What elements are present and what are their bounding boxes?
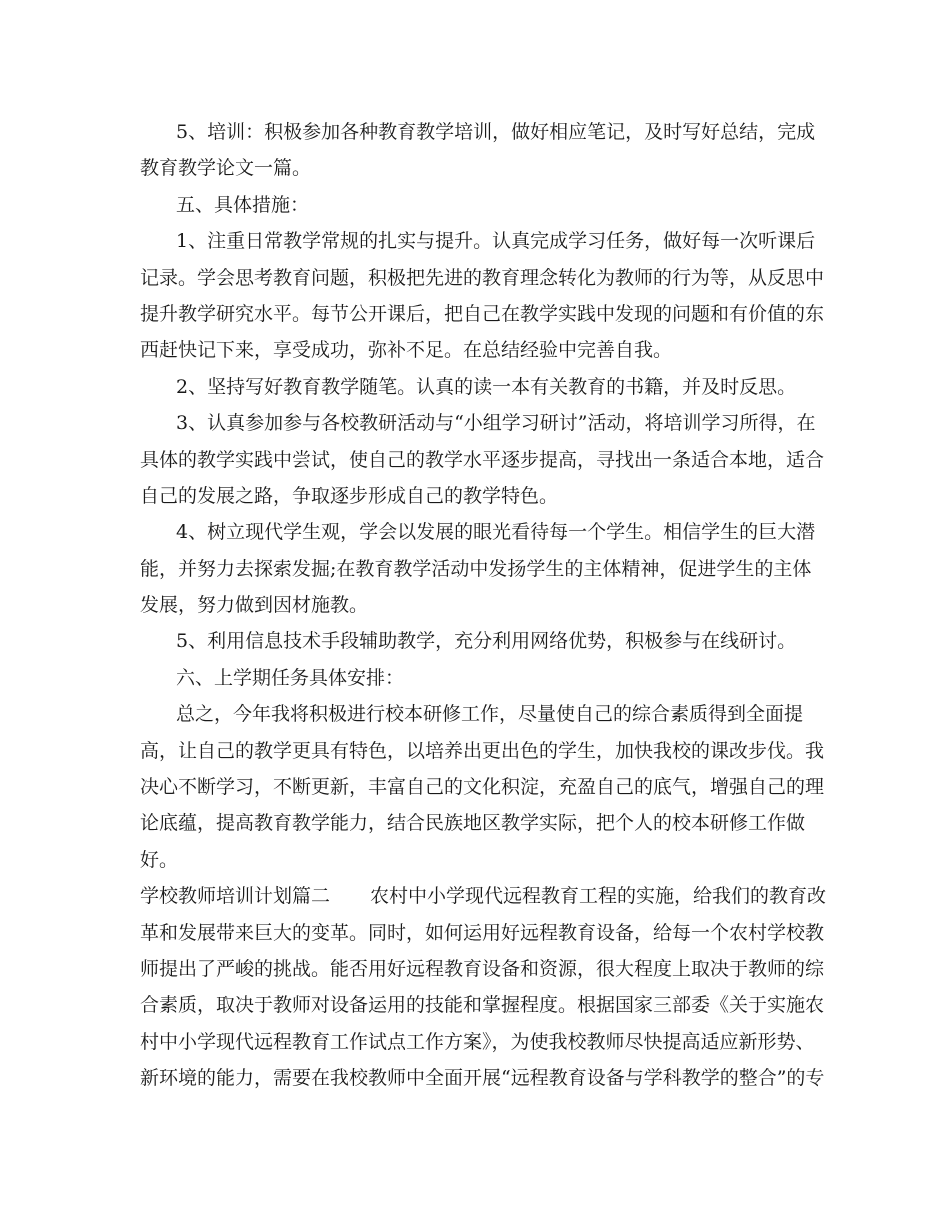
text-line: 提升教学研究水平。每节公开课后，把自己在教学实践中发现的问题和有价值的东 (140, 302, 825, 325)
text-line: 高，让自己的教学更具有特色，以培养出更出色的学生，加快我校的课改步伐。我 (140, 739, 825, 762)
text-line: 自己的发展之路，争取逐步形成自己的教学特色。 (140, 484, 559, 507)
text-line: 村中小学现代远程教育工作试点工作方案》，为使我校教师尽快提高适应新形势、 (140, 1030, 815, 1053)
text-line: 五、具体措施： (176, 193, 310, 216)
text-line: 六、上学期任务具体安排： (176, 666, 405, 689)
text-line: 记录。学会思考教育问题，积极把先进的教育理念转化为教师的行为等，从反思中 (140, 266, 825, 289)
text-line: 发展，努力做到因材施教。 (140, 594, 369, 617)
text-line: 论底蕴，提高教育教学能力，结合民族地区教学实际，把个人的校本研修工作做 (140, 812, 806, 835)
text-line: 1、注重日常教学常规的扎实与提升。认真完成学习任务，做好每一次听课后 (176, 230, 816, 253)
text-line: 具体的教学实践中尝试，使自己的教学水平逐步提高，寻找出一条适合本地，适合 (140, 448, 825, 471)
section-heading-line (140, 878, 827, 914)
text-line: 4、树立现代学生观，学会以发展的眼光看待每一个学生。相信学生的巨大潜 (176, 521, 816, 544)
text-line: 革和发展带来巨大的变革。同时，如何运用好远程教育设备，给每一个农村学校教 (140, 921, 825, 944)
section-title: 学校教师培训计划篇二 (140, 885, 331, 908)
document-tail (140, 915, 825, 1097)
text-line: 教育教学论文一篇。 (140, 157, 312, 180)
text-line: 5、培训：积极参加各种教育教学培训，做好相应笔记，及时写好总结，完成 (176, 121, 816, 143)
text-line: 师提出了严峻的挑战。能否用好远程教育设备和资源，很大程度上取决于教师的综 (140, 957, 825, 980)
section-intro-text: 农村中小学现代远程教育工程的实施，给我们的教育改 (370, 885, 827, 908)
text-line: 新环境的能力，需要在我校教师中全面开展“远程教育设备与学科教学的整合”的专 (140, 1067, 825, 1090)
text-line: 决心不断学习，不断更新，丰富自己的文化积淀，充盈自己的底气，增强自己的理 (140, 776, 825, 799)
text-line: 西赶快记下来，享受成功，弥补不足。在总结经验中完善自我。 (140, 339, 673, 362)
text-line: 3、认真参加参与各校教研活动与“小组学习研讨”活动，将培训学习所得，在 (176, 412, 816, 435)
document-body (140, 114, 825, 878)
document-page (140, 114, 827, 1097)
text-line: 合素质，取决于教师对设备运用的技能和掌握程度。根据国家三部委《关于实施农 (140, 994, 825, 1017)
text-line: 5、利用信息技术手段辅助教学，充分利用网络优势，积极参与在线研讨。 (176, 630, 797, 653)
text-line: 2、坚持写好教育教学随笔。认真的读一本有关教育的书籍，并及时反思。 (176, 375, 797, 398)
text-line: 总之，今年我将积极进行校本研修工作，尽量使自己的综合素质得到全面提 (176, 703, 804, 726)
text-line: 能，并努力去探索发掘;在教育教学活动中发扬学生的主体精神，促进学生的主体 (140, 557, 812, 580)
text-line: 好。 (140, 848, 179, 871)
